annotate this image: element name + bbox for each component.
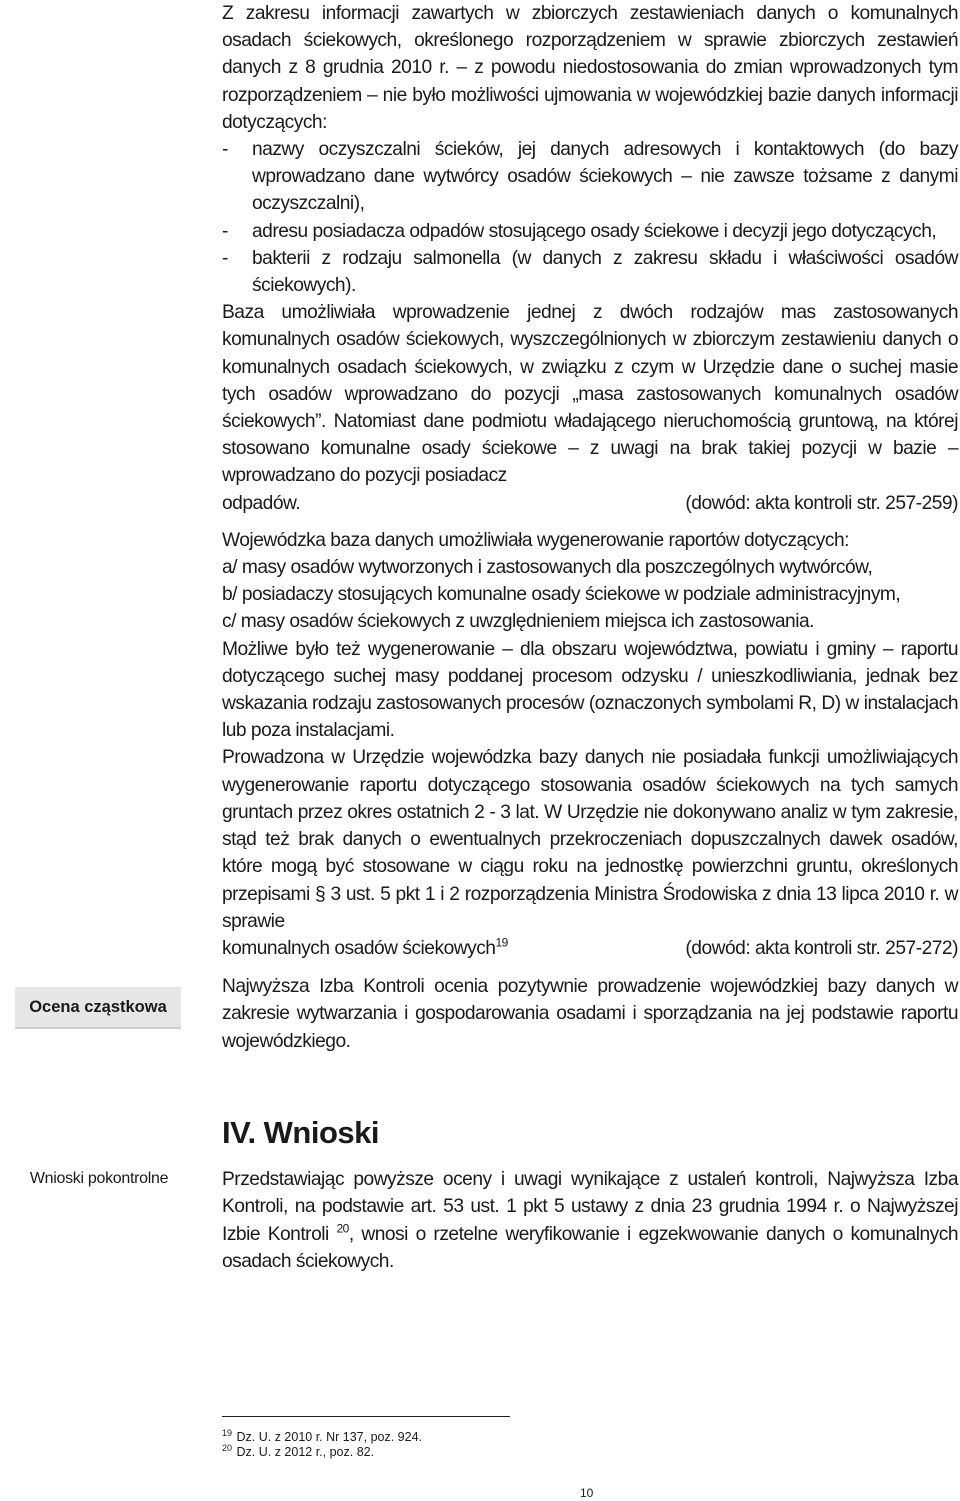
list-item-text: bakterii z rodzaju salmonella (w danych z zakresu składu i właściwości osadów ściekowych). bbox=[252, 247, 958, 297]
footnote-text: Dz. U. z 2012 r., poz. 82. bbox=[236, 1445, 375, 1459]
page-number: 10 bbox=[580, 1486, 594, 1500]
main-column bbox=[222, 0, 958, 1055]
conclusions-paragraph bbox=[222, 1166, 958, 1276]
possible-reports-paragraph: Możliwe było też wygenerowanie – dla obszaru województwa, powiatu i gminy – raportu dotyczącego suchej masy poddanej procesom odzysku / unieszkodliwiania, jednak bez wskazania rodzaju zastosowanych procesów (oznaczonych symbolami R, D) w instalacjach lub poza instalacjami. bbox=[222, 638, 958, 742]
reports-line: a/ masy osadów wytworzonych i zastosowanych dla poszczególnych wytwórców, bbox=[222, 557, 873, 579]
post-audit-label: Wnioski pokontrolne bbox=[29, 1170, 169, 1187]
paragraph-end-text: odpadów. bbox=[222, 492, 301, 514]
list-item-text: adresu posiadacza odpadów stosującego osady ściekowe i decyzji jego dotyczących, bbox=[252, 220, 937, 242]
footnote-number: 20 bbox=[222, 1442, 233, 1453]
list-item-text: nazwy oczyszczalni ścieków, jej danych adresowych i kontaktowych (do bazy wprowadzano dane wytwórcy osadów ściekowych – nie zawsze tożsame z danymi oczyszczalni), bbox=[252, 139, 958, 215]
evidence-row bbox=[222, 490, 958, 517]
assessment-paragraph: Najwyższa Izba Kontroli ocenia pozytywnie prowadzenie wojewódzkiej bazy danych w zakresie wytwarzania i gospodarowania osadami i sporządzania na jej podstawie raportu wojewódzkiego. bbox=[222, 976, 958, 1052]
footnote-number: 19 bbox=[222, 1427, 233, 1438]
evidence-row bbox=[222, 935, 958, 962]
reports-line: b/ posiadaczy stosujących komunalne osady ściekowe w podziale administracyjnym, bbox=[222, 584, 901, 606]
list-item bbox=[222, 218, 958, 245]
baza-paragraph: Baza umożliwiała wprowadzenie jednej z dwóch rodzajów mas zastosowanych komunalnych osadów ściekowych, wyszczególnionych w zbiorczym zestawieniu danych o komunalnych osadach ściekowych, w związku z czym w Urzędzie dane o suchej masie tych osadów wprowadzano do pozycji „masa zastosowanych komunalnych osadów ściekowych”. Natomiast dane podmiotu władającego nieruchomością gruntową, na której stosowano komunalne osady ściekowe – z uwagi na brak takiej pozycji w bazie – wprowadzano do pozycji posiadacz bbox=[222, 302, 958, 487]
footnote-text: Dz. U. z 2010 r. Nr 137, poz. 924. bbox=[236, 1430, 423, 1444]
paragraph-end-text bbox=[222, 935, 508, 962]
footnote-ref: 19 bbox=[495, 935, 508, 950]
section-heading: IV. Wnioski bbox=[222, 1115, 380, 1150]
conclusions-text: Przedstawiając powyższe oceny i uwagi wynikające z ustaleń kontroli, Najwyższa Izba Kontroli, na podstawie art. 53 ust. 1 pkt 5 ustawy z dnia 23 grudnia 1994 r. o Najwyższej Izbie Kontroli bbox=[222, 1169, 958, 1245]
list-dash: - bbox=[222, 220, 228, 242]
list-dash: - bbox=[222, 139, 228, 161]
conclusions-text: , wnosi o rzetelne weryfikowanie i egzekwowanie danych o komunalnych osadach ściekowych. bbox=[222, 1223, 958, 1273]
partial-assessment-label bbox=[15, 987, 181, 1029]
evidence-reference: (dowód: akta kontroli str. 257-272) bbox=[685, 937, 958, 959]
list-item bbox=[222, 245, 958, 299]
footnote-ref: 20 bbox=[336, 1221, 349, 1236]
footnote bbox=[222, 1442, 422, 1460]
database-paragraph: Prowadzona w Urzędzie wojewódzka bazy danych nie posiadała funkcji umożliwiających wygenerowanie raportu dotyczącego stosowania osadów ściekowych na tych samych gruntach przez okres ostatnich 2 - 3 lat. W Urzędzie nie dokonywano analiz w tym zakresie, stąd też brak danych o ewentualnych przekroczeniach dopuszczalnych dawek osadów, które mogą być stosowane w ciągu roku na jednostkę powierzchni gruntu, określonych przepisami § 3 ust. 5 pkt 1 i 2 rozporządzenia Ministra Środowiska z dnia 13 lipca 2010 r. w sprawie bbox=[222, 747, 958, 932]
reports-line: c/ masy osadów ściekowych z uwzględnieniem miejsca ich zastosowania. bbox=[222, 611, 814, 633]
list-dash: - bbox=[222, 247, 228, 269]
evidence-reference: (dowód: akta kontroli str. 257-259) bbox=[685, 492, 958, 514]
footnote-divider bbox=[222, 1416, 510, 1417]
paragraph-end-words: komunalnych osadów ściekowych bbox=[222, 937, 496, 959]
missing-data-list bbox=[222, 136, 958, 299]
partial-assessment-text: Ocena cząstkowa bbox=[29, 997, 167, 1016]
list-item bbox=[222, 136, 958, 218]
intro-paragraph: Z zakresu informacji zawartych w zbiorczych zestawieniach danych o komunalnych osadach ściekowych, określonego rozporządzeniem w sprawie zbiorczych zestawień danych z 8 grudnia 2010 r. – z powodu niedostosowania do zmian wprowadzonych tym rozporządzeniem – nie było możliwości ujmowania w wojewódzkiej bazie danych informacji dotyczących: bbox=[222, 3, 958, 133]
reports-line: Wojewódzka baza danych umożliwiała wygenerowanie raportów dotyczących: bbox=[222, 529, 849, 551]
footnote bbox=[222, 1427, 423, 1445]
footnotes bbox=[222, 1427, 423, 1460]
